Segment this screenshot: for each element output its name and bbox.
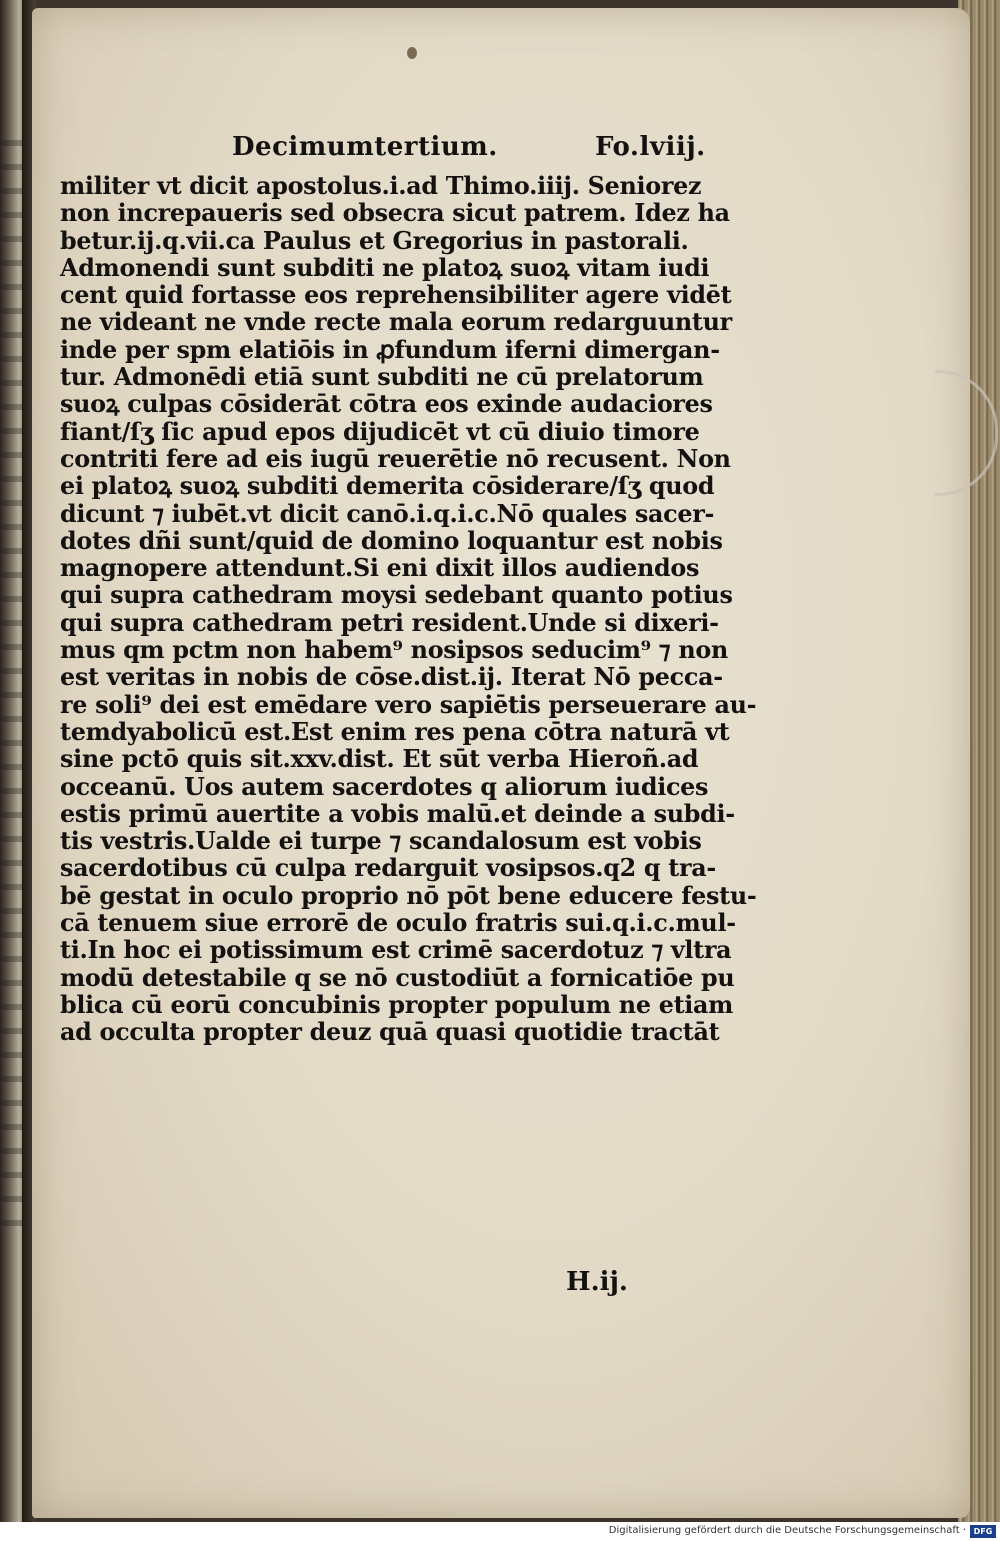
text-line: inde per spm elatiōis in ꝓfundum iferni dimergan-	[60, 334, 720, 364]
left-page-text-fragments	[2, 140, 22, 1240]
text-line: dotes dñi sunt/quid de domino loquantur est nobis	[60, 525, 723, 555]
text-line: contriti fere ad eis iugū reuerētie nō recusent. Non	[60, 443, 731, 473]
text-line: betur.ij.q.vii.ca Paulus et Gregorius in pastorali.	[60, 225, 689, 255]
text-line: mus qm pctm non habem⁹ nosipsos seducim⁹ ⁊ non	[60, 635, 728, 665]
text-line: qui supra cathedram moysi sedebant quanto potius	[60, 580, 733, 610]
text-line: estis primū auertite a vobis malū.et deinde a subdi-	[60, 798, 735, 828]
text-line: ne videant ne vnde recte mala eorum redarguuntur	[60, 307, 732, 337]
dfg-logo: DFG	[970, 1525, 996, 1538]
text-line: occeanū. Uos autem sacerdotes q aliorum iudices	[60, 771, 709, 801]
text-line: dicunt ⁊ iubēt.vt dicit canō.i.q.i.c.Nō quales sacer-	[60, 498, 715, 528]
text-line: sine pctō quis sit.xxv.dist. Et sūt verba Hieroñ.ad	[60, 744, 699, 774]
text-line: cent quid fortasse eos reprehensibiliter agere vidēt	[60, 280, 732, 310]
text-line: qui supra cathedram petri resident.Unde si dixeri-	[60, 607, 719, 637]
text-line: Admonendi sunt subditi ne platoꝝ suoꝝ vitam iudi	[60, 252, 710, 282]
text-line: non increpaueris sed obsecra sicut patrem. Idez ha	[60, 198, 730, 228]
body-text	[60, 172, 780, 1046]
left-facing-page-edge	[0, 0, 24, 1522]
folio-number: Fo.lviij.	[595, 132, 706, 162]
running-title: Decimumtertium.	[232, 132, 498, 162]
text-line: tur. Admonēdi etiā sunt subditi ne cū prelatorum	[60, 362, 704, 392]
text-line: tis vestris.Ualde ei turpe ⁊ scandalosum est vobis	[60, 826, 702, 856]
text-line: ti.In hoc ei potissimum est crimē sacerdotuz ⁊ vltra	[60, 935, 732, 965]
text-line: fiant/ſʒ ſic apud epos dijudicēt vt cū diuio timore	[60, 416, 700, 446]
text-line: cā tenuem siue errorē de oculo fratris sui.q.i.c.mul-	[60, 908, 736, 938]
wormhole-mark	[407, 47, 417, 59]
text-line: magnopere attendunt.Si eni dixit illos audiendos	[60, 553, 700, 583]
signature-mark: H.ij.	[566, 1267, 628, 1297]
page-text-block	[60, 132, 780, 1046]
text-line: ei platoꝝ suoꝝ subditi demerita cōsiderare/ſʒ quod	[60, 471, 715, 501]
text-line: temdyabolicū est.Est enim res pena cōtra naturā vt	[60, 716, 730, 746]
running-header	[60, 132, 780, 172]
text-line: sacerdotibus cū culpa redarguit vosipsos.q2 q tra-	[60, 853, 717, 883]
text-line: modū detestabile q se nō custodiūt a fornicatiōe pu	[60, 962, 735, 992]
text-line: est veritas in nobis de cōse.dist.ij. Iterat Nō pecca-	[60, 662, 723, 692]
footer-bar	[0, 1522, 1000, 1541]
text-line: re soli⁹ dei est emēdare vero sapiētis perseuerare au-	[60, 689, 757, 719]
text-line: militer vt dicit apostolus.i.ad Thimo.iiij. Seniorez	[60, 171, 702, 200]
text-line: blica cū eorū concubinis propter populum ne etiam	[60, 989, 734, 1019]
text-line: ad occulta propter deuz quā quasi quotidie tractāt	[60, 1017, 720, 1047]
funding-credit: Digitalisierung gefördert durch die Deutsche Forschungsgemeinschaft ·	[608, 1525, 966, 1536]
text-line: suoꝝ culpas cōsiderāt cōtra eos exinde audaciores	[60, 389, 713, 419]
text-line: bē gestat in oculo proprio nō pōt bene educere festu-	[60, 880, 757, 910]
